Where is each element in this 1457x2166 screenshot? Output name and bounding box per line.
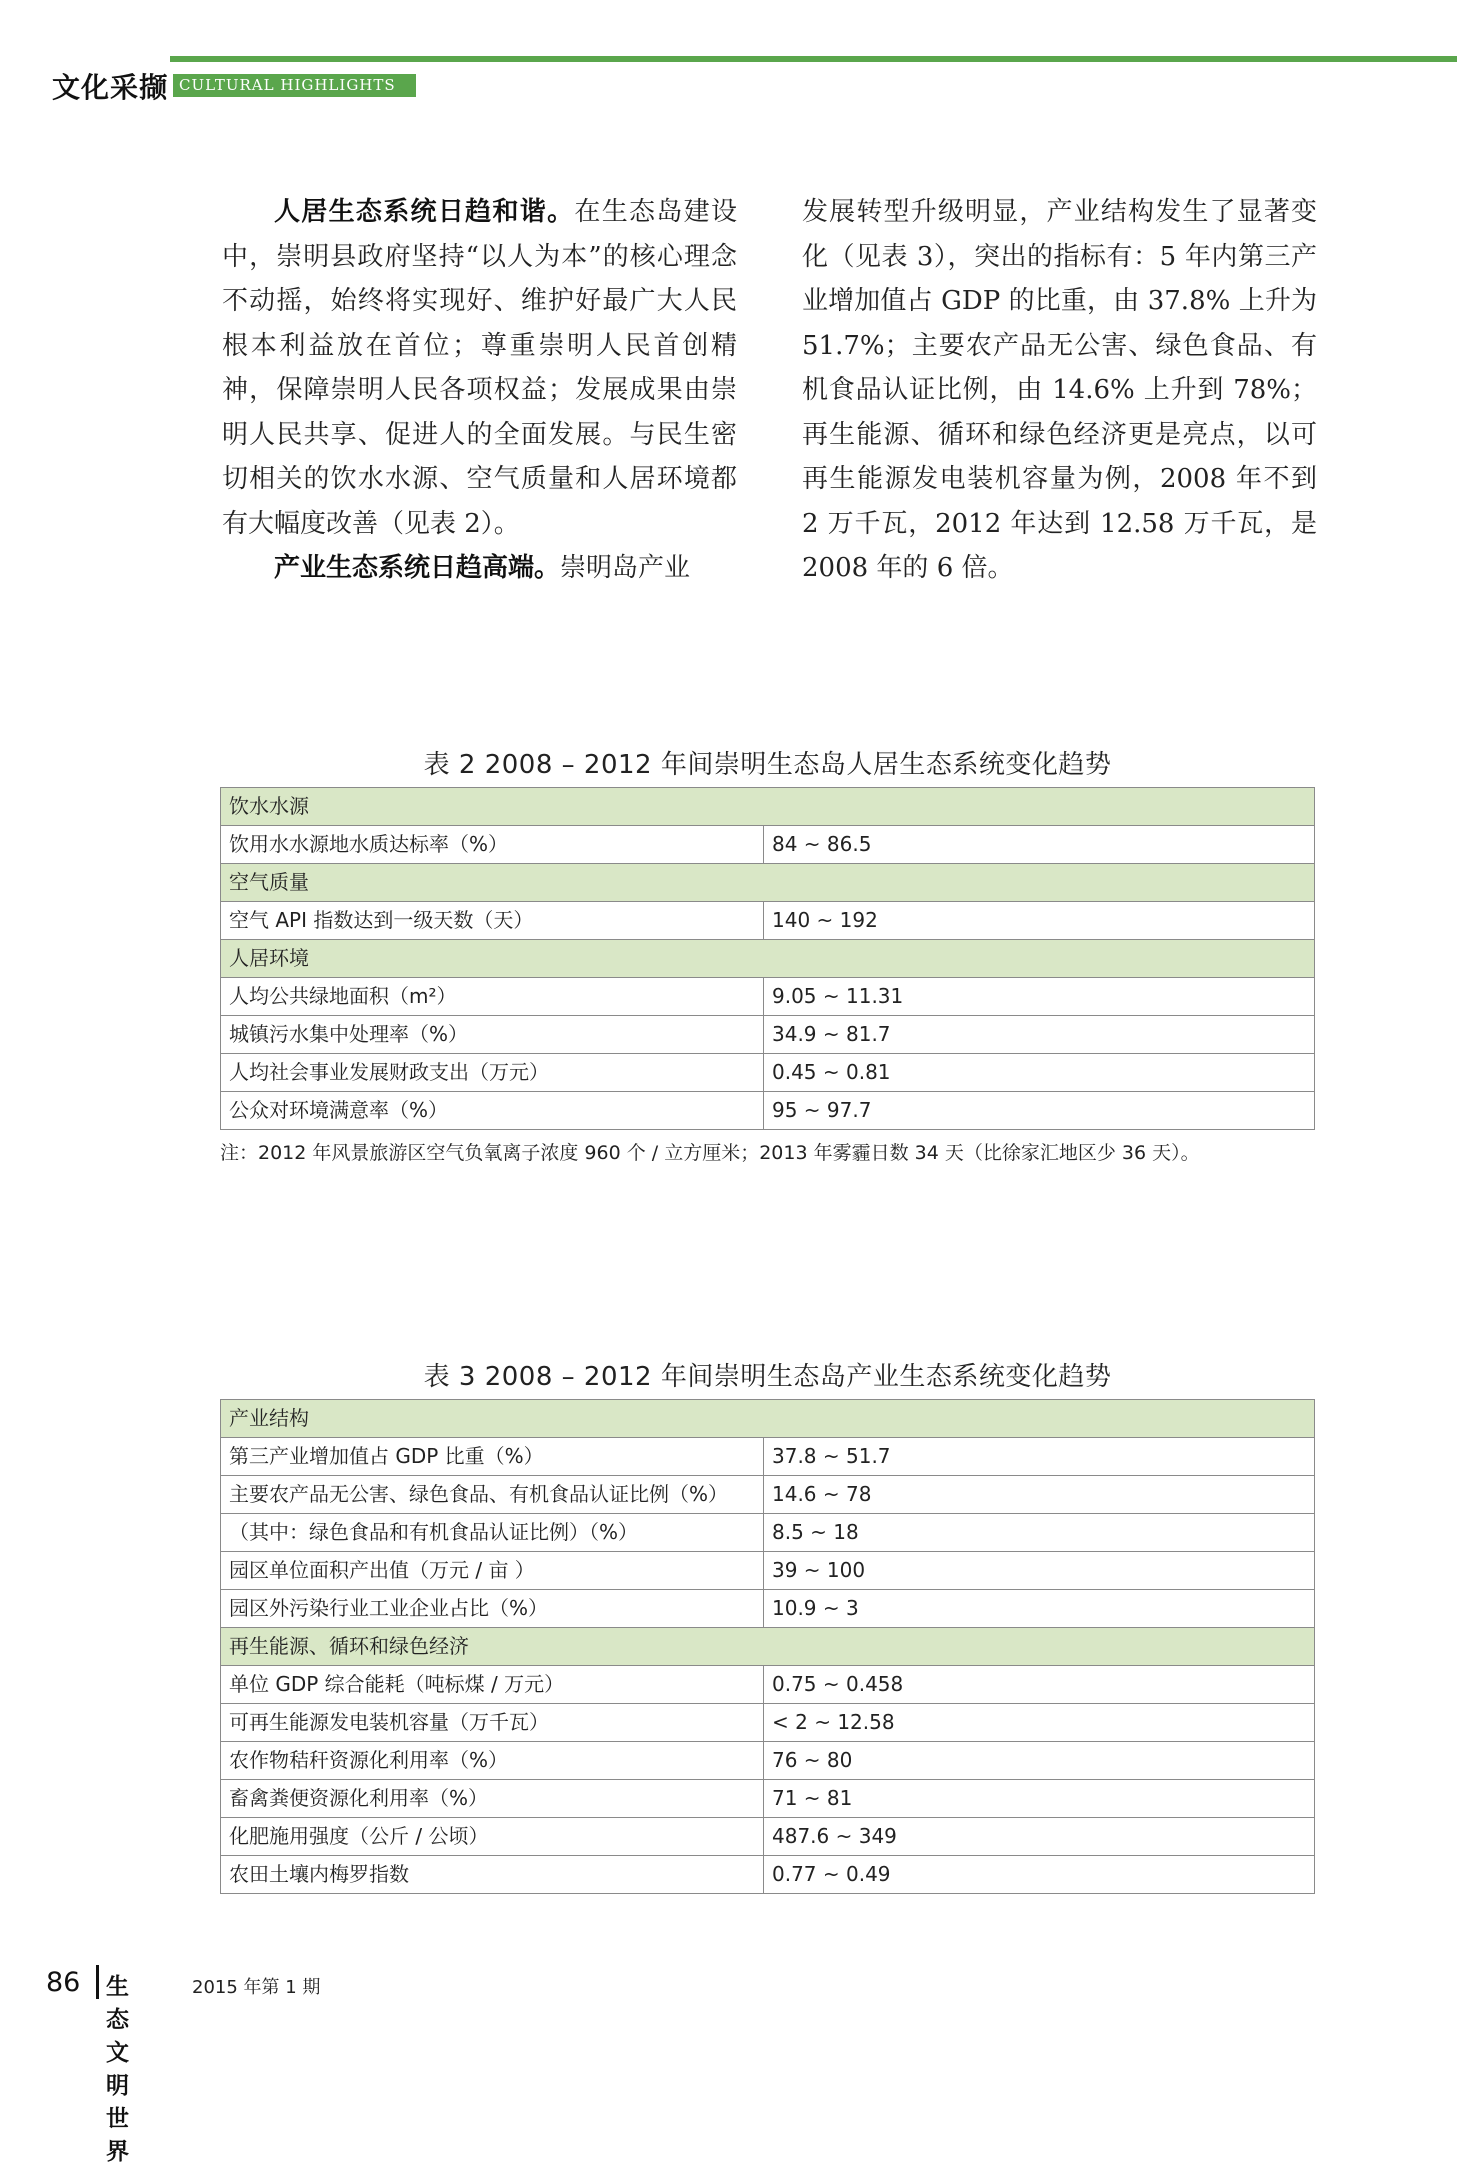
table-row: [221, 1704, 1315, 1742]
indicator-value: 84 ~ 86.5: [764, 826, 1315, 864]
indicator-label: 畜禽粪便资源化利用率（%）: [221, 1780, 764, 1818]
table-row: [221, 1476, 1315, 1514]
table-row: [221, 1514, 1315, 1552]
column-right: [802, 190, 1317, 591]
indicator-label: 园区外污染行业工业企业占比（%）: [221, 1590, 764, 1628]
table-row: [221, 1742, 1315, 1780]
indicator-label: 农田土壤内梅罗指数: [221, 1856, 764, 1894]
footer-divider: [96, 1965, 99, 1999]
table-row: [221, 1016, 1315, 1054]
indicator-label: 城镇污水集中处理率（%）: [221, 1016, 764, 1054]
table-caption: 表 3 2008 – 2012 年间崇明生态岛产业生态系统变化趋势: [423, 1362, 1112, 1392]
table-row: [221, 902, 1315, 940]
paragraph-industry-cont: 发展转型升级明显，产业结构发生了显著变化（见表 3），突出的指标有：5 年内第三产业增加值占 GDP 的比重，由 37.8% 上升为 51.7%；主要农产品无公害、绿色食品、有机食品认证比例，由 14.6% 上升到 78%；再生能源、循环和绿色经济更是亮点，以可再生能源发电装机容量为例，2008 年不到 2 万千瓦，2012 年达到 12.58 万千瓦，是 2008 年的 6 倍。: [802, 197, 1317, 583]
table-section-row: [221, 940, 1315, 978]
section-title: 文化采撷: [52, 71, 169, 104]
paragraph-industry: [222, 546, 737, 591]
indicator-value: 14.6 ~ 78: [764, 1476, 1315, 1514]
paragraph-habitat: [222, 190, 737, 546]
table-2-block: [220, 744, 1315, 1165]
indicator-value: 0.75 ~ 0.458: [764, 1666, 1315, 1704]
indicator-value: 39 ~ 100: [764, 1552, 1315, 1590]
table-section-row: [221, 1628, 1315, 1666]
indicator-value: 487.6 ~ 349: [764, 1818, 1315, 1856]
indicator-label: （其中：绿色食品和有机食品认证比例）（%）: [221, 1514, 764, 1552]
header-rule: [170, 56, 1457, 62]
indicator-value: 0.77 ~ 0.49: [764, 1856, 1315, 1894]
indicator-label: 可再生能源发电装机容量（万千瓦）: [221, 1704, 764, 1742]
table-row: [221, 1818, 1315, 1856]
table-row: [221, 1666, 1315, 1704]
table-row: [221, 1856, 1315, 1894]
indicator-label: 人均社会事业发展财政支出（万元）: [221, 1054, 764, 1092]
table-section-row: [221, 788, 1315, 826]
table-row: [221, 978, 1315, 1016]
data-table: [220, 787, 1315, 1130]
indicator-label: 单位 GDP 综合能耗（吨标煤 / 万元）: [221, 1666, 764, 1704]
table-row: [221, 1590, 1315, 1628]
paragraph-text: 在生态岛建设中，崇明县政府坚持“以人为本”的核心理念不动摇，始终将实现好、维护好最广大人民根本利益放在首位；尊重崇明人民首创精神，保障崇明人民各项权益；发展成果由崇明人民共享、促进人的全面发展。与民生密切相关的饮水水源、空气质量和人居环境都有大幅度改善（见表 2）。: [222, 197, 737, 539]
table-row: [221, 826, 1315, 864]
table-row: [221, 1780, 1315, 1818]
indicator-value: 9.05 ~ 11.31: [764, 978, 1315, 1016]
section-subtitle-en: CULTURAL HIGHLIGHTS: [173, 74, 416, 97]
magazine-logo: 生态文明世界: [106, 1974, 128, 2165]
table-row: [221, 1438, 1315, 1476]
indicator-label: 饮用水水源地水质达标率（%）: [221, 826, 764, 864]
indicator-value: 0.45 ~ 0.81: [764, 1054, 1315, 1092]
table-section-row: [221, 1400, 1315, 1438]
indicator-value: 76 ~ 80: [764, 1742, 1315, 1780]
indicator-value: 95 ~ 97.7: [764, 1092, 1315, 1130]
table-row: [221, 1092, 1315, 1130]
issue-label: 2015 年第 1 期: [192, 1977, 321, 1998]
indicator-label: 第三产业增加值占 GDP 比重（%）: [221, 1438, 764, 1476]
table-caption: 表 2 2008 – 2012 年间崇明生态岛人居生态系统变化趋势: [423, 750, 1112, 780]
page-header: [52, 56, 1457, 104]
column-left: [222, 190, 737, 591]
section-heading: 产业结构: [221, 1400, 1315, 1438]
paragraph-text: 崇明岛产业: [560, 553, 691, 583]
indicator-value: 34.9 ~ 81.7: [764, 1016, 1315, 1054]
indicator-label: 人均公共绿地面积（m²）: [221, 978, 764, 1016]
section-heading: 再生能源、循环和绿色经济: [221, 1628, 1315, 1666]
paragraph-lead: 人居生态系统日趋和谐。: [274, 197, 575, 227]
indicator-value: 10.9 ~ 3: [764, 1590, 1315, 1628]
indicator-label: 主要农产品无公害、绿色食品、有机食品认证比例（%）: [221, 1476, 764, 1514]
section-heading: 空气质量: [221, 864, 1315, 902]
section-heading: 饮水水源: [221, 788, 1315, 826]
paragraph-lead: 产业生态系统日趋高端。: [274, 553, 561, 583]
indicator-label: 化肥施用强度（公斤 / 公顷）: [221, 1818, 764, 1856]
indicator-label: 农作物秸秆资源化利用率（%）: [221, 1742, 764, 1780]
indicator-value: 140 ~ 192: [764, 902, 1315, 940]
indicator-value: < 2 ~ 12.58: [764, 1704, 1315, 1742]
data-table: [220, 1399, 1315, 1894]
section-heading: 人居环境: [221, 940, 1315, 978]
indicator-label: 公众对环境满意率（%）: [221, 1092, 764, 1130]
indicator-value: 8.5 ~ 18: [764, 1514, 1315, 1552]
indicator-label: 园区单位面积产出值（万元 / 亩 ）: [221, 1552, 764, 1590]
table-note: 注：2012 年风景旅游区空气负氧离子浓度 960 个 / 立方厘米；2013 年雾霾日数 34 天（比徐家汇地区少 36 天）。: [220, 1142, 1200, 1164]
indicator-value: 71 ~ 81: [764, 1780, 1315, 1818]
table-row: [221, 1054, 1315, 1092]
page-number: 86: [46, 1967, 81, 1998]
table-3-block: [220, 1356, 1315, 1894]
indicator-label: 空气 API 指数达到一级天数（天）: [221, 902, 764, 940]
table-section-row: [221, 864, 1315, 902]
indicator-value: 37.8 ~ 51.7: [764, 1438, 1315, 1476]
table-row: [221, 1552, 1315, 1590]
